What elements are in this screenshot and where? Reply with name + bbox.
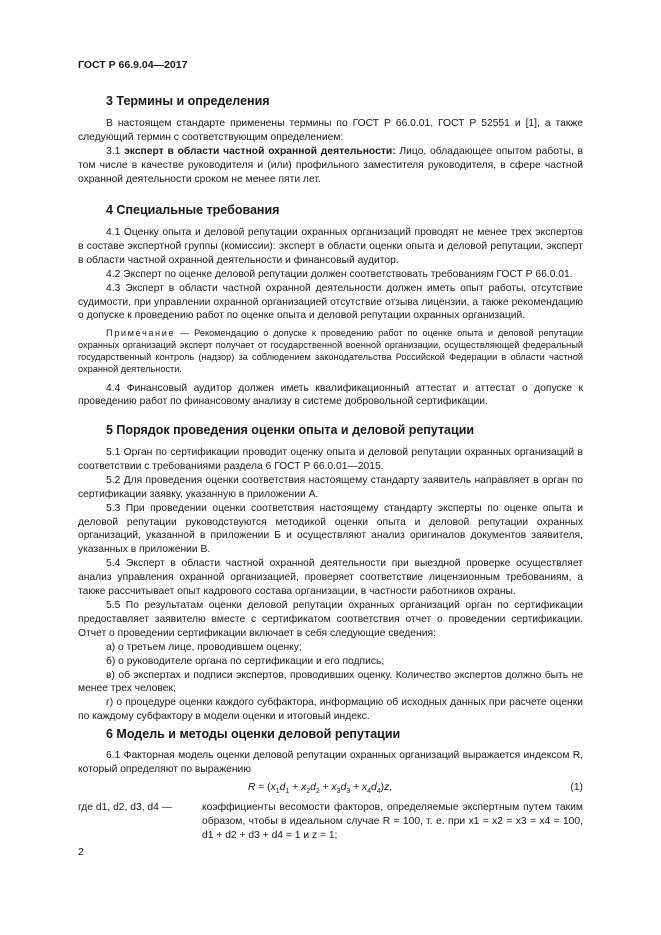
list-item: в) об экспертах и подписи экспертов, проводивших оценку. Количество экспертов должно быть не менее трех человек;: [78, 669, 583, 695]
term: эксперт в области частной охранной деятельности:: [124, 145, 396, 157]
section-3-body: [78, 117, 583, 187]
paragraph: 4.3 Эксперт в области частной охранной деятельности должен иметь опыт работы, отсутствие судимости, при управлении охранной организацией отсутствие отзыва лицензии, а также рекомендацию о допуске к проведению работ по оценке опыта и деловой репутации охранных организаций.: [78, 282, 583, 322]
paragraph: 5.2 Для проведения оценки соответствия настоящему стандарту заявитель направляет в орган по сертификации заявку, указанную в приложении А.: [78, 474, 583, 500]
section-4-title: 4 Специальные требования: [106, 203, 280, 217]
section-5-body: [78, 446, 583, 724]
term-text: Лицо, обладающее опытом работы, в том числе в качестве руководителя и (или) профильного заместителя руководителя, в сфере частной охранной деятельности сроком не менее пяти лет.: [78, 145, 583, 185]
paragraph: 4.2 Эксперт по оценке деловой репутации должен соответствовать требованиям ГОСТ Р 66.0.01.: [106, 268, 573, 280]
section-3-title: 3 Термины и определения: [106, 94, 270, 108]
paragraph: 5.5 По результатам оценки деловой репутации охранных организаций орган по сертификации предоставляет заявителю вместе с сертификатом соответствия отчет о проведении сертификации. Отчет о проведении сертификации включает в себя следующие сведения:: [78, 599, 583, 639]
list-item: б) о руководителе органа по сертификации и его подпись;: [106, 655, 385, 667]
list-item: а) о третьем лице, проводившем оценку;: [106, 641, 302, 653]
section-6-title: 6 Модель и методы оценки деловой репутации: [106, 727, 401, 741]
section-4-body: [78, 226, 583, 409]
paragraph: 4.1 Оценку опыта и деловой репутации охранных организаций проводят не менее трех экспертов в составе экспертной группы (комиссии): эксперт в области оценки опыта и деловой репутации, эксперт в области частной охранной деятельности и финансовый аудитор.: [78, 227, 583, 266]
paragraph: 5.1 Орган по сертификации проводит оценку опыта и деловой репутации охранных организаций в соответствии с требованиями раздела 6 ГОСТ Р 66.0.01—2015.: [78, 447, 583, 472]
where-lead: где d1, d2, d3, d4 —: [78, 802, 173, 813]
paragraph: 6.1 Факторная модель оценки деловой репутации охранных организаций выражается индексом R, который определяют по выражению: [78, 750, 583, 775]
note-label: Примечание: [106, 328, 176, 339]
note: [78, 328, 583, 375]
page-number: 2: [78, 846, 84, 858]
note-text: — Рекомендацию о допуске к проведению работ по оценке опыта и деловой репутации охранных организаций эксперт получает от государственной военной организации, осуществляющей федеральный государственный контроль (надзор) за соблюдением законодательства Российской Федерации в области частной охранной деятельности.: [78, 328, 583, 374]
term-definition: [78, 145, 583, 187]
formula-number: (1): [570, 782, 583, 793]
where-text: коэффициенты весомости факторов, определяемые экспертным путем таким образом, чтобы в идеальном случае R = 100, т. е. при x1 = x2 = x3 = x4 = 100, d1 + d2 + d3 + d4 = 1 и z = 1;: [202, 802, 583, 841]
section-5-title: 5 Порядок проведения оценки опыта и деловой репутации: [106, 423, 475, 437]
paragraph: В настоящем стандарте применены термины по ГОСТ Р 66.0.01, ГОСТ Р 52551 и [1], а также следующий термин с соответствующим определением:: [78, 118, 583, 143]
list-item: г) о процедуре оценки каждого субфактора, информацию об исходных данных при расчете оценки по каждому субфактору в модели оценки и итоговый индекс.: [78, 697, 583, 723]
term-number: 3.1: [106, 145, 121, 157]
paragraph: 5.4 Эксперт в области частной охранной деятельности при выездной проверке осуществляет анализ управления охранной организацией, проверяет соответствие лицензионным требованиям, а также рассчитывает опыт кадрового состава организации, в частности работников охраны.: [78, 558, 583, 598]
section-6-body: [78, 749, 583, 777]
formula-1: [78, 782, 583, 798]
formula-expression: $R = (x_1d_1 + x_2d_2 + x_3d_3 + x_4d_4)z$,: [248, 782, 393, 796]
paragraph: 5.3 При проведении оценки соответствия настоящему стандарту эксперты по оценке опыта и деловой репутации руководствуются методикой оценки опыта и деловой репутации охранных организаций, указанной в приложении Б и осуществляют анализ оригиналов документов заявителя, указанных в приложении В.: [78, 502, 583, 556]
standard-header: ГОСТ Р 66.9.04—2017: [78, 59, 188, 71]
paragraph: 4.4 Финансовый аудитор должен иметь квалификационный аттестат и аттестат о допуске к проведению работ по финансовому анализу в системе добровольной сертификации.: [78, 382, 583, 408]
